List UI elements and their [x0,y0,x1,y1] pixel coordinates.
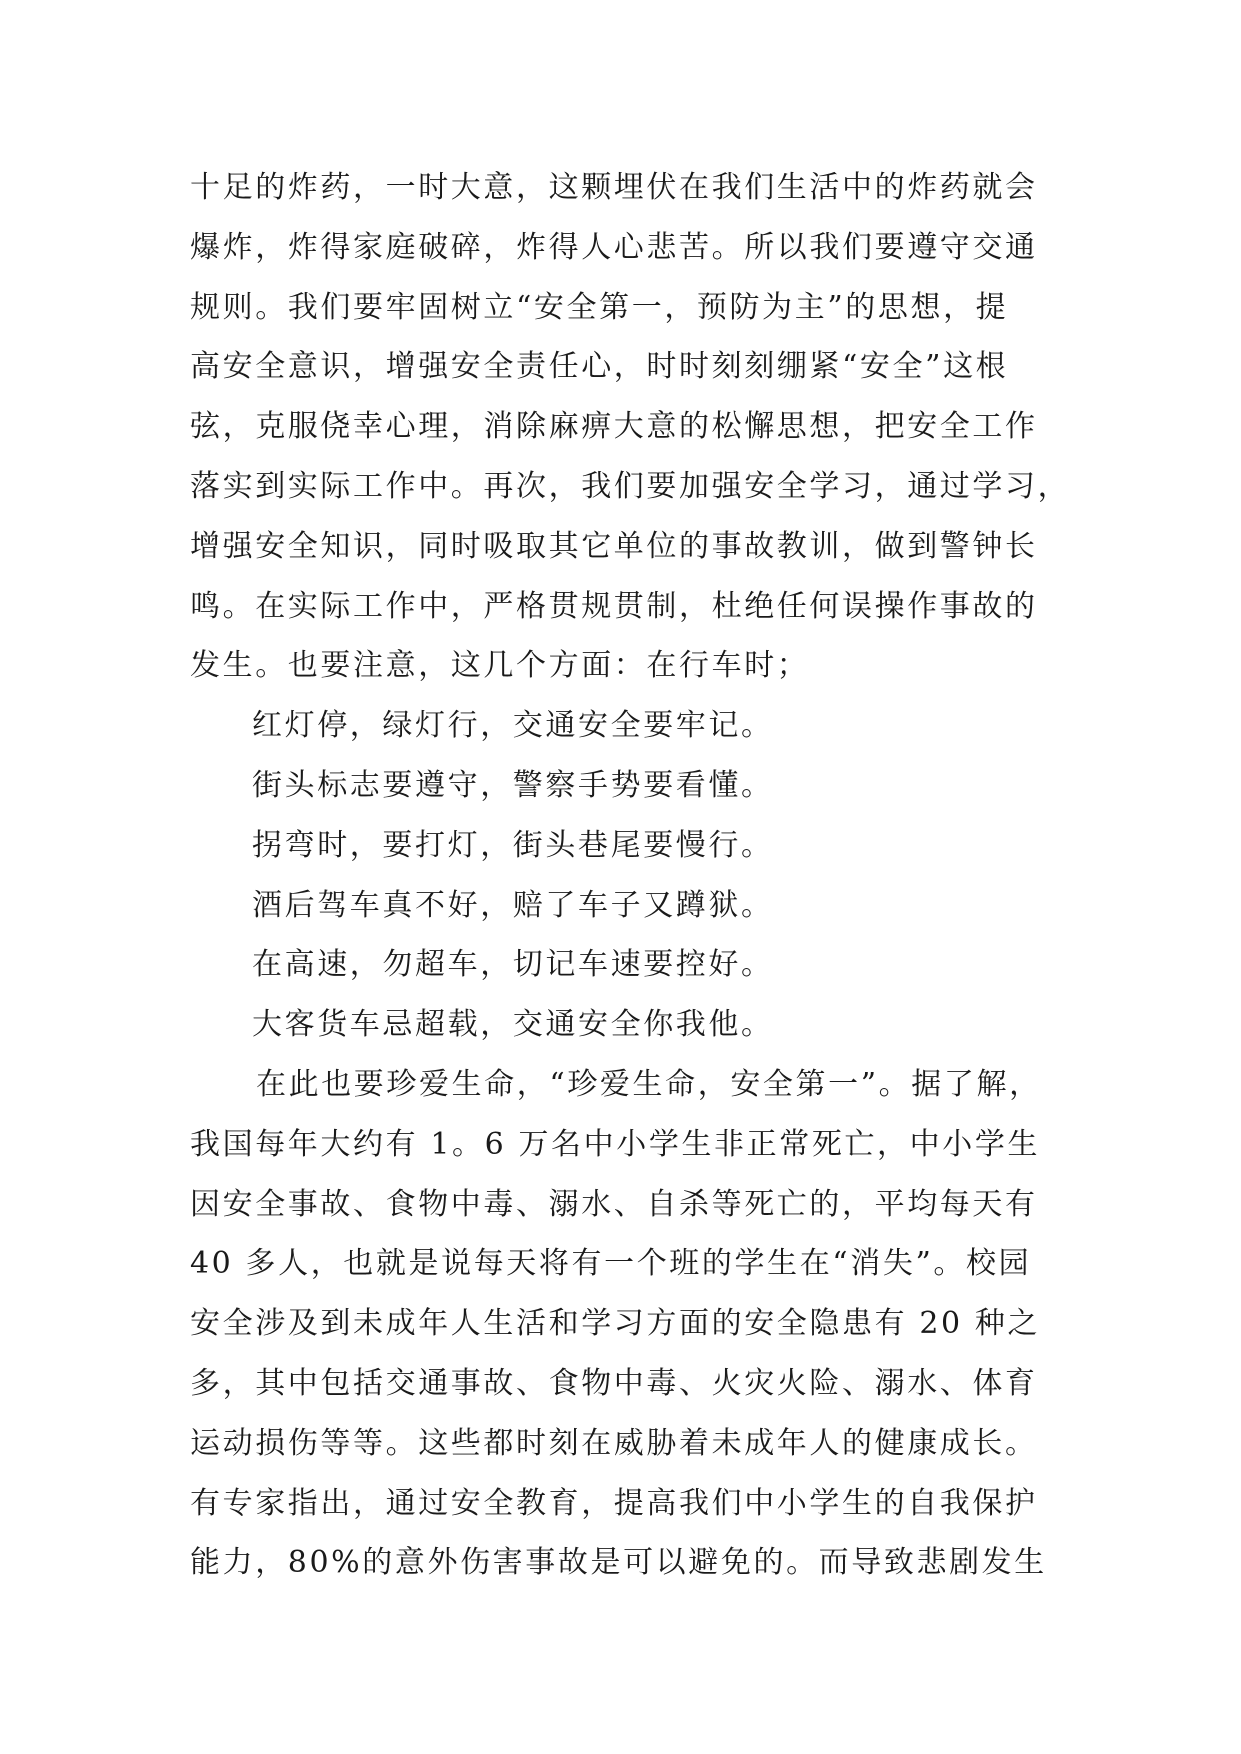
verse-line: 街头标志要遵守，警察手势要看懂。 [252,767,774,803]
verse-line: 在高速，勿超车，切记车速要控好。 [252,947,774,983]
text-line: 因安全事故、食物中毒、溺水、自杀等死亡的，平均每天有 [190,1186,1038,1222]
text-line: 安全涉及到未成年人生活和学习方面的安全隐患有 20 种之 [190,1306,1041,1342]
text-line: 鸣。在实际工作中，严格贯规贯制，杜绝任何误操作事故的 [190,588,1038,624]
text-line: 爆炸，炸得家庭破碎，炸得人心悲苦。所以我们要遵守交通 [190,229,1038,265]
text-line: 弦，克服侥幸心理，消除麻痹大意的松懈思想，把安全工作 [190,409,1038,445]
verse-line: 红灯停，绿灯行，交通安全要牢记。 [252,708,774,744]
document-body [190,158,1070,1593]
text-line: 多，其中包括交通事故、食物中毒、火灾火险、溺水、体育 [190,1365,1038,1401]
text-line: 高安全意识，增强安全责任心，时时刻刻绷紧“安全”这根 [190,349,1009,385]
text-line: 规则。我们要牢固树立“安全第一，预防为主”的思想，提 [190,289,1009,325]
text-line: 发生。也要注意，这几个方面：在行车时； [190,648,810,684]
text-line: 40 多人，也就是说每天将有一个班的学生在“消失”。校园 [190,1246,1032,1282]
text-line: 十足的炸药，一时大意，这颗埋伏在我们生活中的炸药就会 [190,170,1038,205]
text-line: 增强安全知识，同时吸取其它单位的事故教训，做到警钟长 [190,528,1038,564]
paragraph-first-line: 在此也要珍爱生命，“珍爱生命，安全第一”。据了解， [256,1066,1042,1102]
verse-line: 拐弯时，要打灯，街头巷尾要慢行。 [252,827,774,863]
text-line: 我国每年大约有 1。6 万名中小学生非正常死亡，中小学生 [190,1126,1041,1162]
verse-line: 大客货车忌超载，交通安全你我他。 [252,1007,774,1043]
text-line: 有专家指出，通过安全教育，提高我们中小学生的自我保护 [190,1485,1038,1521]
verse-line: 酒后驾车真不好，赔了车子又蹲狱。 [252,887,774,923]
text-line: 能力，80%的意外伤害事故是可以避免的。而导致悲剧发生 [190,1545,1047,1581]
text-line: 运动损伤等等。这些都时刻在威胁着未成年人的健康成长。 [190,1425,1038,1461]
text-line: 落实到实际工作中。再次，我们要加强安全学习，通过学习， [190,468,1071,504]
